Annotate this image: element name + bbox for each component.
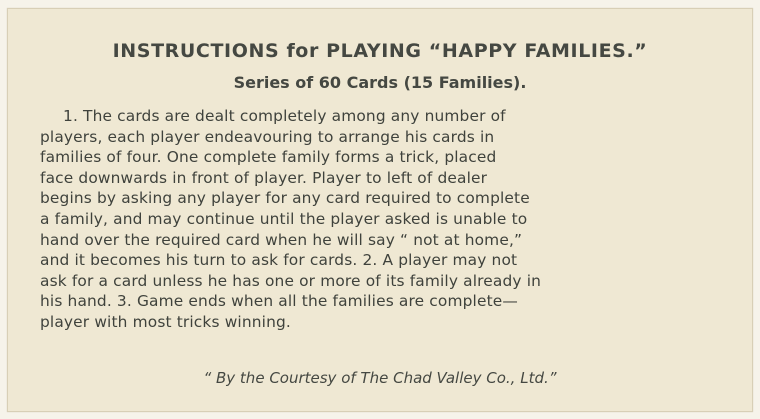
rules-line: hand over the required card when he will say “ not at home,” [40,230,523,249]
card-subtitle: Series of 60 Cards (15 Families). [233,73,527,92]
rules-line: player with most tricks winning. [40,312,291,331]
rules-line: families of four. One complete family forms a trick, placed [40,148,497,167]
rules-line: begins by asking any player for any card required to complete [40,189,530,208]
instruction-card [7,8,753,412]
rules-text [40,106,730,333]
courtesy-credit: “ By the Courtesy of The Chad Valley Co., Ltd.” [203,369,557,387]
rules-line: 1. The cards are dealt completely among any number of [63,107,506,125]
rules-line: a family, and may continue until the player asked is unable to [40,209,528,228]
rules-line: face downwards in front of player. Player to left of dealer [40,168,488,187]
rules-line: players, each player endeavouring to arrange his cards in [40,127,495,146]
rules-line: ask for a card unless he has one or more of its family already in [40,271,542,290]
rules-line: and it becomes his turn to ask for cards. 2. A player may not [40,251,518,270]
rules-line: his hand. 3. Game ends when all the families are complete— [40,292,518,311]
card-title: INSTRUCTIONS for PLAYING “HAPPY FAMILIES.” [112,40,648,62]
